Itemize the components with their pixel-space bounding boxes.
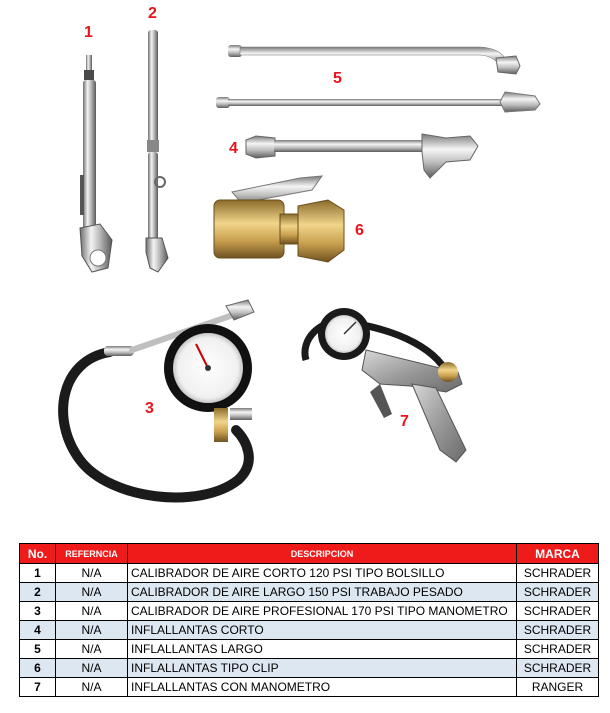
- row-number: 7: [20, 678, 56, 697]
- table-row: [20, 602, 599, 621]
- row-brand: SCHRADER: [517, 659, 599, 678]
- gauge-long-heavy: [146, 30, 168, 272]
- row-reference: N/A: [56, 602, 128, 621]
- row-description: INFLALLANTAS CORTO: [128, 621, 517, 640]
- row-reference: N/A: [56, 659, 128, 678]
- gauge-short-pocket: [80, 55, 112, 272]
- inflator-long: [216, 45, 540, 112]
- row-brand: RANGER: [517, 678, 599, 697]
- header-reference: REFERNCIA: [56, 544, 128, 564]
- row-brand: SCHRADER: [517, 583, 599, 602]
- row-number: 1: [20, 564, 56, 583]
- table-row: [20, 640, 599, 659]
- item-number-label: 7: [400, 413, 409, 430]
- item-number-label: 3: [145, 400, 154, 417]
- gauge-professional: [63, 300, 254, 497]
- table-row: [20, 659, 599, 678]
- header-brand: MARCA: [517, 544, 599, 564]
- item-number-label: 1: [84, 24, 93, 41]
- row-reference: N/A: [56, 640, 128, 659]
- row-reference: N/A: [56, 583, 128, 602]
- row-reference: N/A: [56, 564, 128, 583]
- inflator-short: [246, 134, 478, 178]
- row-number: 3: [20, 602, 56, 621]
- row-number: 6: [20, 659, 56, 678]
- item-number-label: 6: [355, 222, 364, 239]
- table-row: [20, 564, 599, 583]
- header-description: DESCRIPCION: [128, 544, 517, 564]
- table-row: [20, 621, 599, 640]
- row-description: INFLALLANTAS LARGO: [128, 640, 517, 659]
- table-row: [20, 678, 599, 697]
- table-header-row: [20, 544, 599, 564]
- row-brand: SCHRADER: [517, 564, 599, 583]
- row-brand: SCHRADER: [517, 602, 599, 621]
- inflator-clip: [214, 176, 344, 262]
- row-number: 5: [20, 640, 56, 659]
- item-number-label: 2: [148, 5, 157, 22]
- product-table: [19, 543, 599, 697]
- row-description: INFLALLANTAS TIPO CLIP: [128, 659, 517, 678]
- row-description: CALIBRADOR DE AIRE LARGO 150 PSI TRABAJO PESADO: [128, 583, 517, 602]
- row-reference: N/A: [56, 678, 128, 697]
- item-number-label: 4: [229, 140, 238, 157]
- row-description: INFLALLANTAS CON MANOMETRO: [128, 678, 517, 697]
- row-brand: SCHRADER: [517, 621, 599, 640]
- item-number-label: 5: [333, 70, 342, 87]
- inflator-gun: [305, 308, 466, 462]
- header-no: No.: [20, 544, 56, 564]
- row-number: 2: [20, 583, 56, 602]
- row-number: 4: [20, 621, 56, 640]
- table-row: [20, 583, 599, 602]
- row-description: CALIBRADOR DE AIRE CORTO 120 PSI TIPO BOLSILLO: [128, 564, 517, 583]
- row-brand: SCHRADER: [517, 640, 599, 659]
- row-reference: N/A: [56, 621, 128, 640]
- row-description: CALIBRADOR DE AIRE PROFESIONAL 170 PSI TIPO MANOMETRO: [128, 602, 517, 621]
